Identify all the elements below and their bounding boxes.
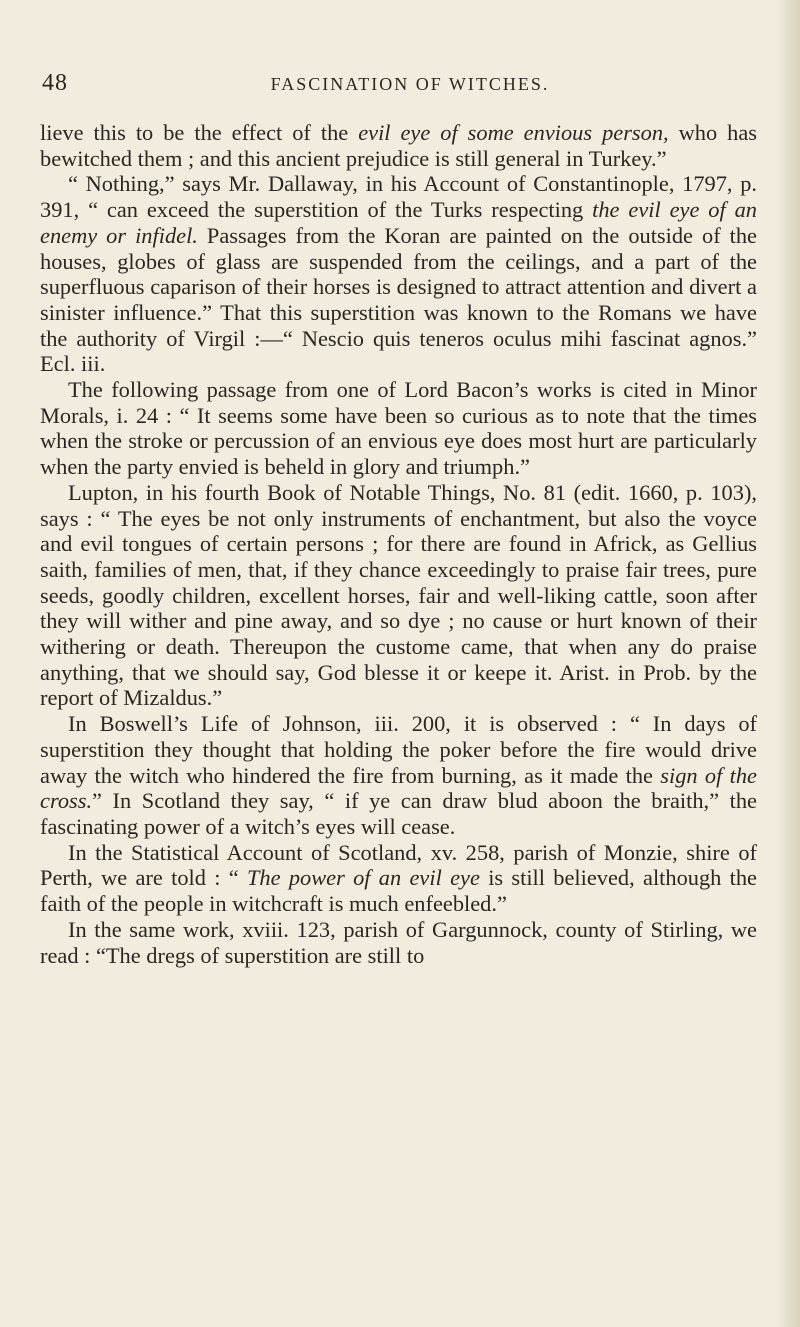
body-text (40, 120, 757, 968)
paragraph-1: lieve this to be the effect of the evil eye of some envious person, who has bewitched them ; and this ancient prejudice is still general in Turkey.” (40, 120, 757, 171)
running-head (40, 70, 780, 120)
running-title: FASCINATION OF WITCHES. (270, 74, 550, 94)
paragraph-7: In the same work, xviii. 123, parish of Gargunnock, county of Stirling, we read : “The dregs of superstition are still to (40, 916, 757, 968)
paragraph-3: The following passage from one of Lord Bacon’s works is cited in Minor Morals, i. 24 : “ It seems some have been so curious as to note that the times when the stroke or percussion of an envious eye does most hurt are particularly when the party envied is beheld in glory and triumph.” (40, 377, 757, 480)
paragraph-2: “ Nothing,” says Mr. Dallaway, in his Account of Constantinople, 1797, p. 391, “ can exceed the superstition of the Turks respecting the evil eye of an enemy or infidel. Passages from the Koran are painted on the outside of the houses, globes of glass are suspended from the ceilings, and a part of the superfluous caparison of their horses is designed to attract attention and divert a sinister influence.” That this superstition was known to the Romans we have the authority of Virgil :—“ Nescio quis teneros oculus mihi fascinat agnos.” Ecl. iii. (40, 171, 757, 377)
paragraph-4: Lupton, in his fourth Book of Notable Things, No. 81 (edit. 1660, p. 103), says : “ The eyes be not only instruments of enchantment, but also the voyce and evil tongues of certain persons ; for there are found in Africk, as Gellius saith, families of men, that, if they chance exceedingly to praise fair trees, pure seeds, goodly children, excellent horses, fair and well-liking cattle, soon after they will wither and pine away, and so dye ; no cause or hurt known of their withering or death. Thereupon the custome came, that when any do praise anything, that we should say, God blesse it or keepe it. Arist. in Prob. by the report of Mizaldus.” (40, 479, 757, 711)
page-number: 48 (42, 70, 68, 96)
page-edge-shadow (776, 0, 800, 1327)
paragraph-6: In the Statistical Account of Scotland, xv. 258, parish of Monzie, shire of Perth, we are told : “ The power of an evil eye is still believed, although the faith of the people in witchcraft is much enfeebled.” (40, 839, 757, 917)
paragraph-5: In Boswell’s Life of Johnson, iii. 200, it is observed : “ In days of superstition they thought that holding the poker before the fire would drive away the witch who hindered the fire from burning, as it made the sign of the cross.” In Scotland they say, “ if ye can draw blud aboon the braith,” the fascinating power of a witch’s eyes will cease. (40, 711, 757, 839)
